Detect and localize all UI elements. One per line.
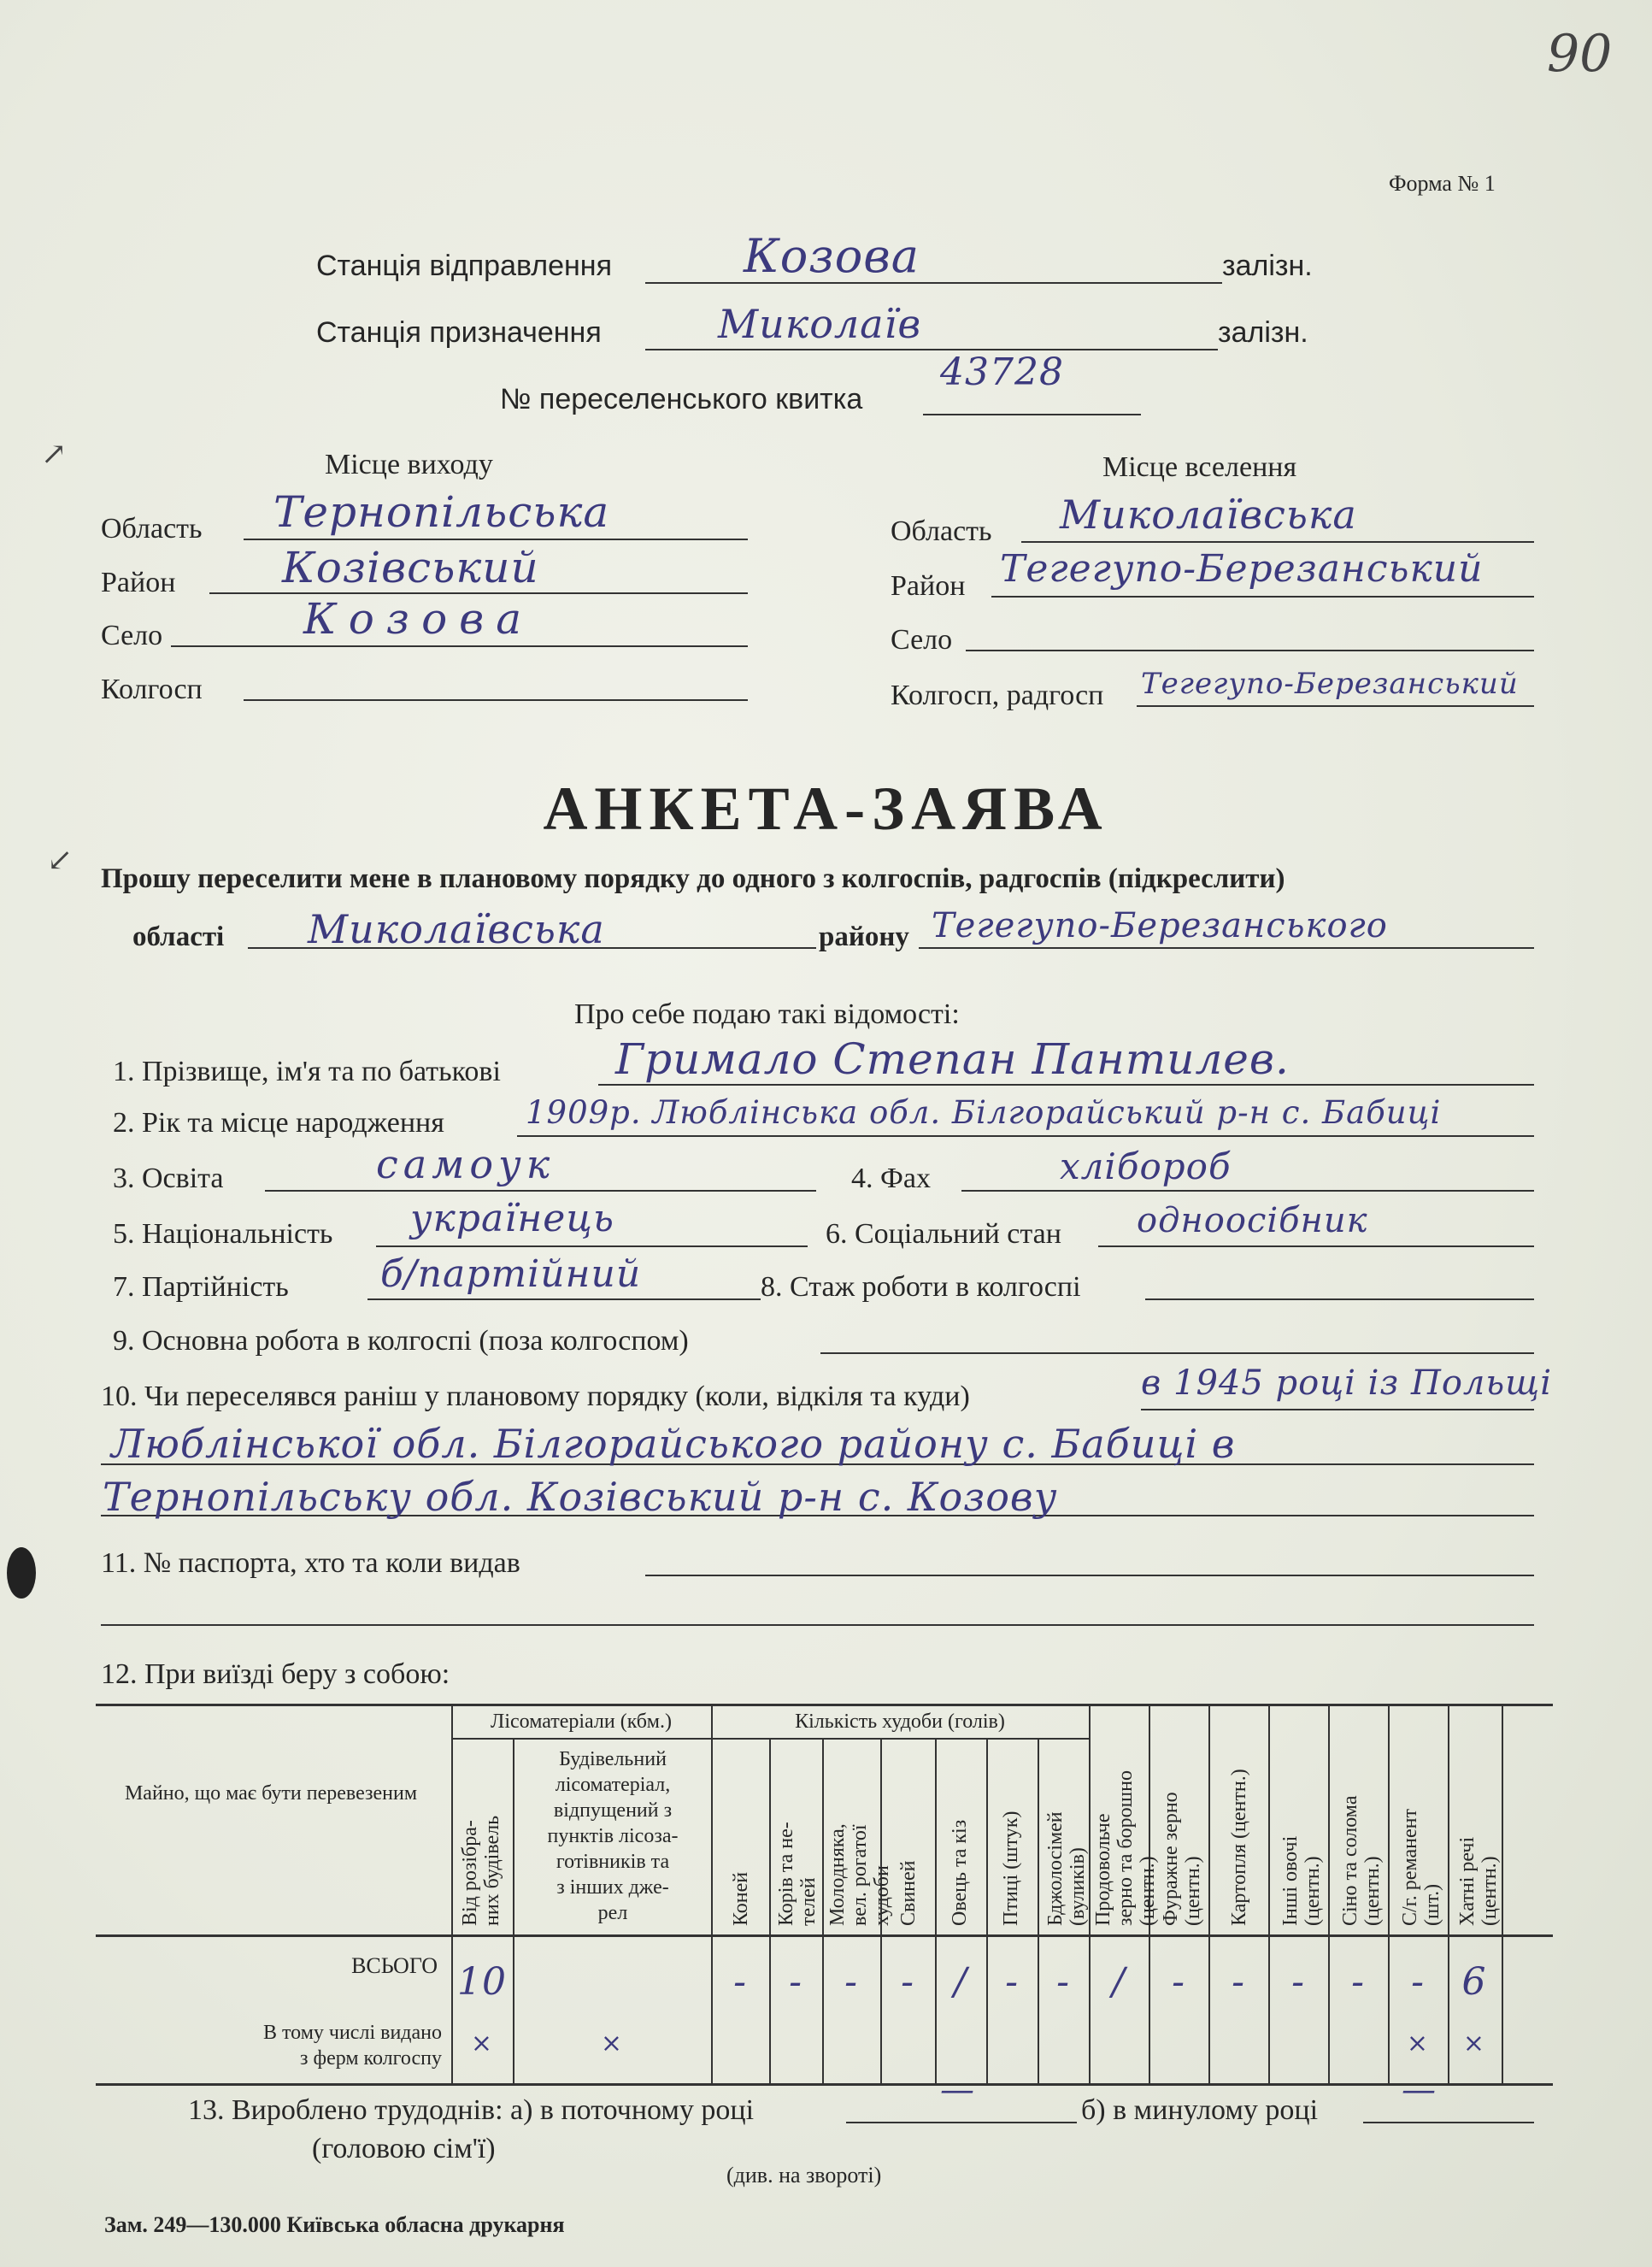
total-row-cell: / xyxy=(954,1960,967,2004)
field9-line xyxy=(820,1352,1534,1354)
origin-heading: Місце виходу xyxy=(325,449,493,480)
origin-selo-line xyxy=(171,645,748,647)
workdays-label: 13. Вироблено трудоднів: а) в поточному році xyxy=(188,2094,755,2126)
col-cows: Корів та не- телей xyxy=(775,1822,820,1926)
total-row-cell: - xyxy=(1056,1960,1070,2004)
farm-row-cell: × xyxy=(470,2029,494,2058)
field1-line xyxy=(598,1084,1534,1086)
departure-label: Станція відправлення xyxy=(316,250,612,282)
punch-hole xyxy=(7,1547,36,1599)
col-building: Будівельний лісоматеріал, відпущений з пунктів лісоза- готівників та з інших дже- рел xyxy=(547,1748,679,1924)
field6-value: одноосібник xyxy=(1137,1201,1368,1240)
field11-line1 xyxy=(645,1575,1534,1576)
field3-value: самоук xyxy=(376,1141,556,1187)
col-veg: Інші овочі (центн.) xyxy=(1279,1835,1324,1926)
origin-oblast-line xyxy=(244,539,748,540)
col-horses: Коней xyxy=(730,1871,752,1926)
dest-raion-value: Тегегупо-Березанський xyxy=(1000,547,1484,591)
total-row-cell: - xyxy=(901,1960,914,2004)
field8-line xyxy=(1145,1298,1534,1300)
printer-line: Зам. 249—130.000 Київська обласна друкарня xyxy=(104,2212,565,2237)
field2-value: 1909р. Люблінська обл. Білгорайський р-н с. Бабиці xyxy=(526,1094,1442,1131)
origin-selo-value: Козова xyxy=(303,594,534,644)
dest-raion-line xyxy=(991,596,1534,598)
origin-oblast-value: Тернопільська xyxy=(273,487,610,537)
row-farm-label: В тому числі видано з ферм колгоспу xyxy=(262,2022,442,2070)
farm-row-cell: × xyxy=(600,2029,624,2058)
table-header-rule xyxy=(96,1934,1553,1937)
field7-label: 7. Партійність xyxy=(113,1271,289,1303)
origin-raion-value: Козівський xyxy=(282,543,539,592)
table-top-rule xyxy=(96,1704,1553,1706)
col-sheep: Овець та кіз xyxy=(949,1819,971,1926)
farm-row-cell: × xyxy=(1462,2029,1486,2058)
field1-value: Гримало Степан Пантилев. xyxy=(615,1034,1290,1084)
field12-label: 12. При виїзді беру з собою: xyxy=(101,1658,450,1690)
dest-raion-label: Район xyxy=(891,570,966,602)
field10-value2: Люблінської обл. Білгорайського району с. Бабиці в xyxy=(111,1421,1236,1467)
farm-row-cell: × xyxy=(1406,2029,1430,2058)
margin-tick-mark: ↗ xyxy=(41,437,68,471)
request-raion-line xyxy=(919,947,1534,949)
origin-kolhosp-label: Колгосп xyxy=(101,674,203,705)
origin-oblast-label: Область xyxy=(101,513,203,545)
field4-line xyxy=(961,1190,1534,1192)
field10-label: 10. Чи переселявся раніш у плановому порядку (коли, відкіля та куди) xyxy=(101,1381,970,1412)
dest-oblast-line xyxy=(1021,541,1534,543)
dest-kolhosp-label: Колгосп, радгосп xyxy=(891,680,1104,711)
destination-line xyxy=(645,349,1218,350)
field5-label: 5. Національність xyxy=(113,1218,333,1250)
destination-label: Станція призначення xyxy=(316,316,602,349)
workdays-current-line xyxy=(846,2122,1077,2123)
field10-value3: Тернопільську обл. Козівський р-н с. Козову xyxy=(103,1474,1058,1520)
field6-line xyxy=(1098,1245,1534,1247)
field4-value: хлібороб xyxy=(1060,1145,1232,1187)
total-row-cell: / xyxy=(1112,1960,1126,2004)
origin-raion-label: Район xyxy=(101,567,176,598)
total-row-cell: - xyxy=(844,1960,858,2004)
dest-oblast-value: Миколаївська xyxy=(1060,492,1357,538)
total-row-cell: - xyxy=(1291,1960,1305,2004)
total-row-cell: 6 xyxy=(1461,1960,1487,2004)
field7-value: б/партійний xyxy=(380,1252,642,1296)
form-number: Форма № 1 xyxy=(1389,171,1496,196)
total-row-cell: - xyxy=(733,1960,747,2004)
ticket-line xyxy=(923,414,1141,415)
field11-line2 xyxy=(101,1624,1534,1626)
col-bees: Бджолосімей (вуликів) xyxy=(1044,1811,1089,1926)
departure-value: Козова xyxy=(744,229,920,283)
col-agri: С/г. реманент (шт.) xyxy=(1399,1809,1443,1926)
field7-line xyxy=(367,1298,761,1300)
col-fodder: Фуражне зерно (центн.) xyxy=(1160,1792,1204,1926)
total-row-cell: - xyxy=(1005,1960,1019,2004)
col-grain: Продовольче зерно та борошно (центн.) xyxy=(1092,1770,1159,1926)
table-bottom-rule xyxy=(96,2083,1553,2086)
group-livestock: Кількість худоби (голів) xyxy=(795,1711,1005,1733)
field3-line xyxy=(265,1190,816,1192)
dest-selo-line xyxy=(966,650,1534,651)
col-young: Молодняка, вел. рогатої худоби xyxy=(826,1823,893,1926)
col-property: Майно, що має бути перевезеним xyxy=(124,1782,418,1805)
field10-line1 xyxy=(1141,1409,1534,1410)
field5-value: українець xyxy=(410,1197,614,1240)
origin-selo-label: Село xyxy=(101,620,163,651)
col-birds: Птиці (штук) xyxy=(1000,1811,1022,1926)
property-table xyxy=(96,1704,1553,2083)
request-line1: Прошу переселити мене в плановому порядку до одного з колгоспів, радгоспів (підкреслити) xyxy=(101,863,1285,894)
col-household: Хатні речі (центн.) xyxy=(1456,1836,1501,1926)
footer-note: (див. на звороті) xyxy=(726,2163,882,2188)
row-total-label: ВСЬОГО xyxy=(351,1953,438,1978)
field9-label: 9. Основна робота в колгоспі (поза колгоспом) xyxy=(113,1325,689,1357)
margin-tick-mark: ↙ xyxy=(47,843,73,877)
workdays-prev-line xyxy=(1363,2122,1534,2123)
dest-oblast-label: Область xyxy=(891,515,992,547)
total-row-cell: - xyxy=(1172,1960,1185,2004)
col-hay: Сіно та солома (центн.) xyxy=(1339,1795,1384,1926)
page-number: 90 xyxy=(1547,24,1613,84)
total-row-cell: - xyxy=(789,1960,802,2004)
ticket-label: № переселенського квитка xyxy=(500,383,863,415)
dest-kolhosp-line xyxy=(1137,705,1534,707)
col-dismantled: Від розібра- них будівель xyxy=(459,1815,503,1926)
field10-value1: в 1945 році із Польщі xyxy=(1141,1363,1552,1403)
field2-label: 2. Рік та місце народження xyxy=(113,1107,444,1139)
group-timber: Лісоматеріали (кбм.) xyxy=(491,1711,672,1733)
destination-suffix: залізн. xyxy=(1218,316,1308,349)
field6-label: 6. Соціальний стан xyxy=(826,1218,1061,1250)
origin-kolhosp-line xyxy=(244,699,748,701)
ticket-value: 43728 xyxy=(940,350,1064,394)
field4-label: 4. Фах xyxy=(851,1163,931,1194)
total-row-cell: 10 xyxy=(457,1960,507,2004)
field8-label: 8. Стаж роботи в колгоспі xyxy=(761,1271,1081,1303)
total-row-cell: - xyxy=(1232,1960,1245,2004)
departure-suffix: залізн. xyxy=(1222,250,1313,282)
workdays-current-value: — xyxy=(940,2070,975,2110)
workdays-prev-label: б) в минулому році xyxy=(1081,2094,1319,2126)
col-potato: Картопля (центн.) xyxy=(1228,1769,1250,1926)
field11-label: 11. № паспорта, хто та коли видав xyxy=(101,1547,520,1579)
request-raion-label: району xyxy=(819,922,909,952)
field1-label: 1. Прізвище, ім'я та по батькові xyxy=(113,1056,501,1087)
dest-kolhosp-value: Тегегупо-Березанський xyxy=(1141,667,1519,701)
field2-line xyxy=(517,1135,1534,1137)
dest-selo-label: Село xyxy=(891,624,953,656)
workdays-prev-value: — xyxy=(1402,2070,1437,2110)
destination-heading: Місце вселення xyxy=(1102,451,1297,483)
col-pigs: Свиней xyxy=(897,1860,920,1926)
field5-line xyxy=(376,1245,808,1247)
request-oblast-value: Миколаївська xyxy=(308,906,605,952)
total-row-cell: - xyxy=(1411,1960,1425,2004)
destination-value: Миколаїв xyxy=(718,301,922,347)
total-row-cell: - xyxy=(1351,1960,1365,2004)
request-raion-value: Тегегупо-Березанського xyxy=(932,906,1388,945)
workdays-sub: (головою сім'ї) xyxy=(312,2133,496,2164)
page-title: АНКЕТА-ЗАЯВА xyxy=(543,774,1109,843)
departure-line xyxy=(645,282,1222,284)
about-heading: Про себе подаю такі відомості: xyxy=(574,998,960,1030)
request-oblast-label: області xyxy=(132,922,225,952)
field3-label: 3. Освіта xyxy=(113,1163,224,1194)
